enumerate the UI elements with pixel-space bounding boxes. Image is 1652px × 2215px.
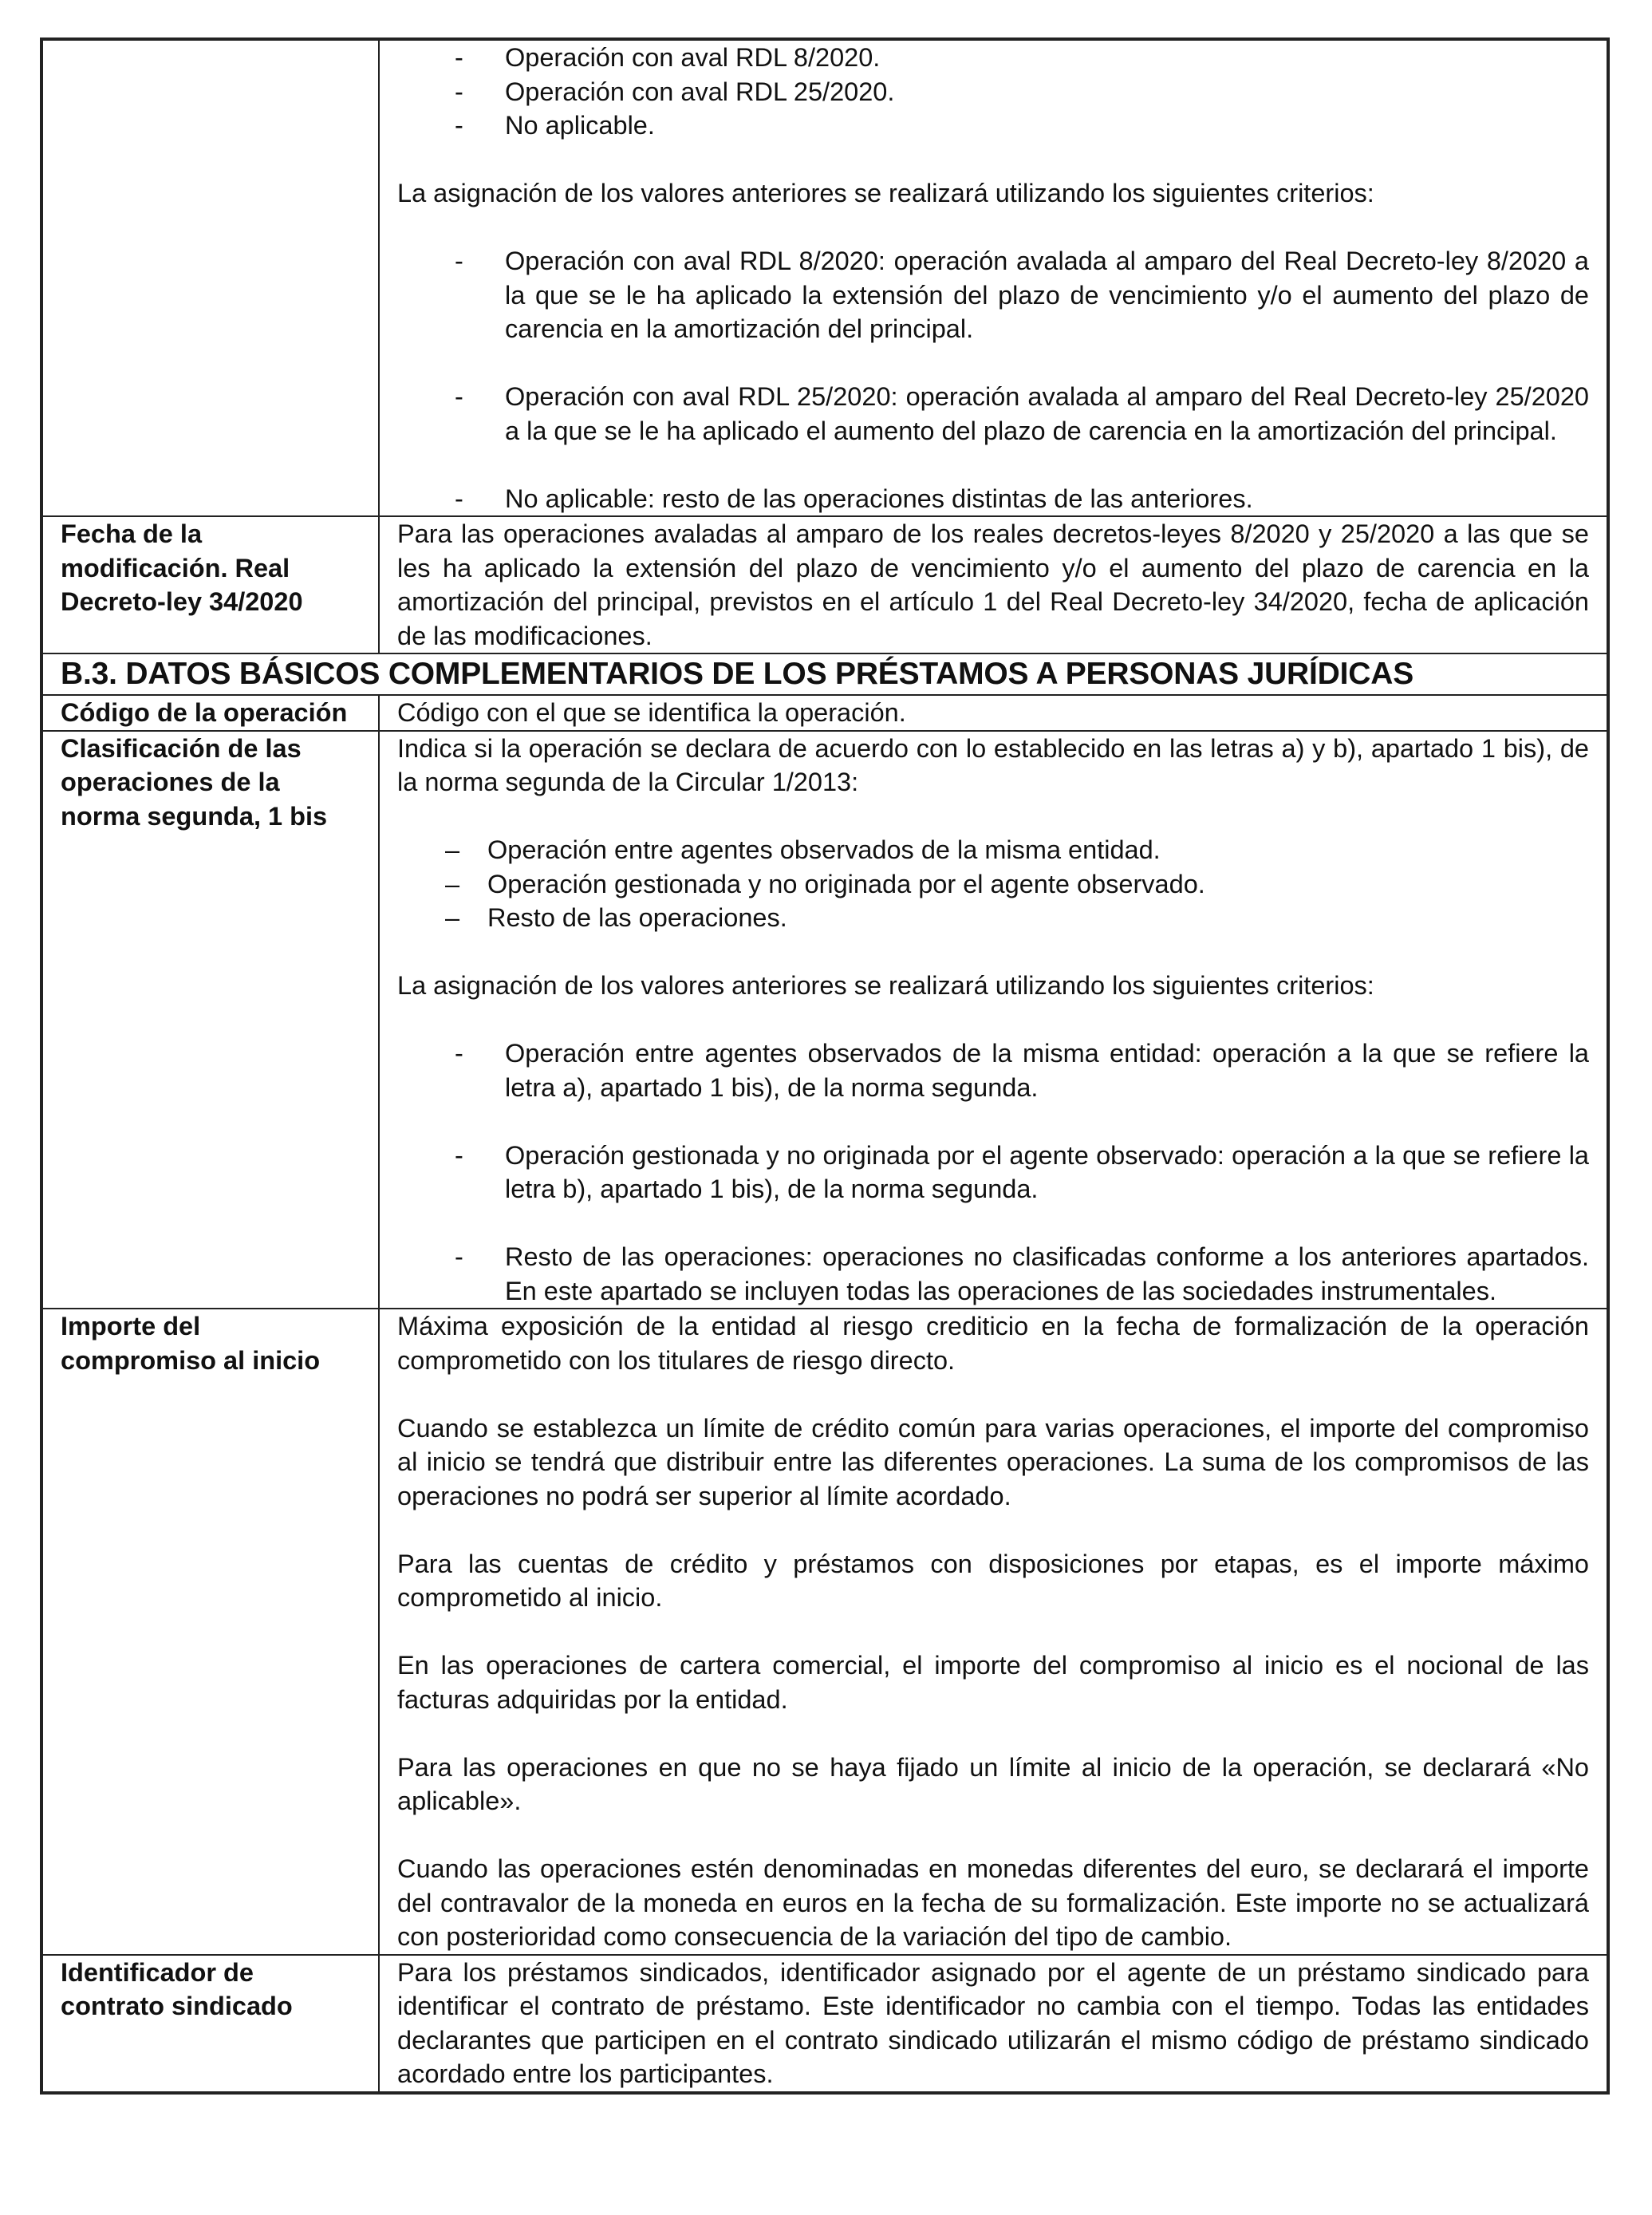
criteria-list: [397, 244, 1589, 346]
table-row: [42, 731, 1607, 1309]
criteria-list: [397, 1139, 1589, 1206]
criteria-list: [397, 482, 1589, 516]
field-description: Para los préstamos sindicados, identificador asignado por el agente de un préstamo sindicado para identificar el contrato de préstamo. Este identificador no cambia con el tiempo. Todas las entidades declarantes que participen en el contrato sindicado utilizarán el mismo código de préstamo sindicado acordado entre los participantes.: [379, 1955, 1607, 2092]
table-row: [42, 40, 1607, 516]
paragraph: Para las operaciones en que no se haya fijado un límite al inicio de la operación, se declarará «No aplicable».: [397, 1752, 1589, 1815]
description-cell: [379, 731, 1607, 1309]
section-header-row: [42, 653, 1607, 695]
list-item: – Operación entre agentes observados de la misma entidad.: [397, 833, 1589, 867]
description-cell: [379, 40, 1607, 516]
field-description: Para las operaciones avaladas al amparo de los reales decretos-leyes 8/2020 y 25/2020 a las que se les ha aplicado la extensión del plazo de vencimiento y/o el aumento del plazo de carencia en la amortización del principal, previstos en el artículo 1 del Real Decreto-ley 34/2020, fecha de aplicación de las modificaciones.: [379, 516, 1607, 653]
paragraph: Cuando se establezca un límite de crédito común para varias operaciones, el importe del compromiso al inicio se tendrá que distribuir entre las diferentes operaciones. La suma de los compromisos de las operaciones no podrá ser superior al límite acordado.: [397, 1413, 1589, 1510]
list-item: - Resto de las operaciones: operaciones no clasificadas conforme a los anteriores apartados. En este apartado se incluyen todas las operaciones de las sociedades instrumentales.: [397, 1240, 1589, 1308]
criteria-intro: La asignación de los valores anteriores se realizará utilizando los siguientes criterios:: [397, 971, 1374, 1000]
table-row: [42, 1309, 1607, 1955]
definitions-table: [41, 39, 1608, 2093]
paragraph: En las operaciones de cartera comercial, el importe del compromiso al inicio es el nocional de las facturas adquiridas por la entidad.: [397, 1651, 1589, 1714]
criteria-list: [397, 1240, 1589, 1308]
table-row: [42, 516, 1607, 653]
field-label: Fecha de la modificación. Real Decreto-ley 34/2020: [42, 516, 379, 653]
field-label: Código de la operación: [42, 695, 379, 731]
section-title: B.3. DATOS BÁSICOS COMPLEMENTARIOS DE LOS PRÉSTAMOS A PERSONAS JURÍDICAS: [42, 653, 1607, 695]
list-item: - Operación entre agentes observados de la misma entidad: operación a la que se refiere la letra a), apartado 1 bis), de la norma segunda.: [397, 1036, 1589, 1104]
table-row: [42, 695, 1607, 731]
field-description: Indica si la operación se declara de acuerdo con lo establecido en las letras a) y b), apartado 1 bis), de la norma segunda de la Circular 1/2013:: [397, 733, 1589, 796]
description-cell: [379, 1309, 1607, 1955]
document-table-frame: [40, 38, 1610, 2095]
list-item: – Operación gestionada y no originada por el agente observado.: [397, 867, 1589, 902]
criteria-list: [397, 1036, 1589, 1104]
criteria-intro: La asignación de los valores anteriores se realizará utilizando los siguientes criterios:: [397, 179, 1374, 207]
list-item: – Resto de las operaciones.: [397, 901, 1589, 935]
list-item: - No aplicable.: [397, 109, 1589, 143]
table-row: [42, 1955, 1607, 2092]
empty-label-cell: [42, 40, 379, 516]
list-item: - Operación con aval RDL 8/2020.: [397, 41, 1589, 75]
field-label: Identificador de contrato sindicado: [42, 1955, 379, 2092]
field-label: Importe del compromiso al inicio: [42, 1309, 379, 1955]
field-description: Código con el que se identifica la operación.: [379, 695, 1607, 731]
paragraph: Para las cuentas de crédito y préstamos con disposiciones por etapas, es el importe máximo comprometido al inicio.: [397, 1549, 1589, 1612]
value-list: [397, 41, 1589, 143]
list-item: - Operación gestionada y no originada por el agente observado: operación a la que se refiere la letra b), apartado 1 bis), de la norma segunda.: [397, 1139, 1589, 1206]
list-item: - Operación con aval RDL 25/2020.: [397, 75, 1589, 109]
paragraph: Cuando las operaciones estén denominadas en monedas diferentes del euro, se declarará el importe del contravalor de la moneda en euros en la fecha de su formalización. Este importe no se actualizará con posterioridad como consecuencia de la variación del tipo de cambio.: [397, 1854, 1589, 1951]
criteria-list: [397, 380, 1589, 448]
value-list: [397, 833, 1589, 935]
list-item: - Operación con aval RDL 25/2020: operación avalada al amparo del Real Decreto-ley 25/2020 a la que se le ha aplicado el aumento del plazo de carencia en la amortización del principal.: [397, 380, 1589, 448]
field-label: Clasificación de las operaciones de la norma segunda, 1 bis: [42, 731, 379, 1309]
paragraph: Máxima exposición de la entidad al riesgo crediticio en la fecha de formalización de la operación comprometido con los titulares de riesgo directo.: [397, 1312, 1589, 1375]
list-item: - Operación con aval RDL 8/2020: operación avalada al amparo del Real Decreto-ley 8/2020 a la que se le ha aplicado la extensión del plazo de vencimiento y/o el aumento del plazo de carencia en la amortización del principal.: [397, 244, 1589, 346]
list-item: - No aplicable: resto de las operaciones distintas de las anteriores.: [397, 482, 1589, 516]
